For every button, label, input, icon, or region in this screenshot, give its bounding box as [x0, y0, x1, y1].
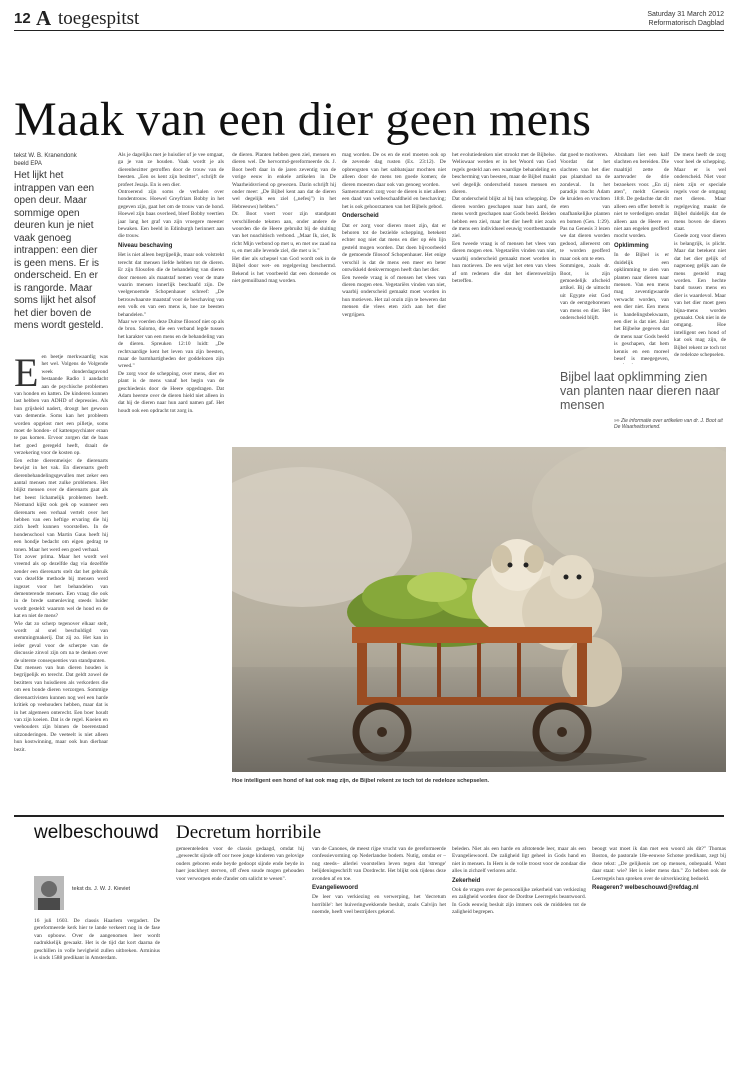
article-standfirst: Het lijkt het intrappen van een open deur. Maar sommige open deuren kun je niet vaak genoeg intrappen: een dier is geen mens. Er is onderscheid. En er is rangorde. Maar soms lijkt het alsof het dier boven de mens wordt gesteld. — [14, 170, 104, 331]
paragraph: de dieren. Planten hebben geen ziel, mensen en dieren wel. De hervormd-gereformeerde ds. J. Boot beeft daar in de jaren zeventig van de vorige eeuw in enkele artikelen in De Waarheidsvriend op gewezen. Darin schrijft hij onder meer: „De Bijbel kent aan dat de dieren wel degelijk een ziel („nefesj") in het Hebreeuws) hebben." — [232, 152, 336, 210]
paragraph: Dr. Boot voert voor zijn standpunt verschillende teksten aan, onder andere de woorden die de Heere gebruikt bij de sluiting van het noachitisch verbond. „Maar Ik, ziet, Ik richt Mijn verbond op met u, en met uw zaad na u, en met alle levende ziel, die met u is." — [232, 211, 336, 255]
paragraph: Tot zover prima. Maar het wordt wel vreemd als op dezelfde dag via dezelfde zender een dierenarts stelt dat het gebruik van dezelfde methode bij mensen werd ingezet voor het behandelen van dementerende mensen. Een vraag die ook in de brede samenleving steeds luider wordt gesteld: waarom wel de hond en de kat en niet de mens? — [14, 553, 108, 620]
paragraph: Voordat dat het slachten van het dier pas plaatshad na de zondeval. In het paradijs mocht Adam de kruiden en vruchten eten van onafhankelijke planten en bomen (Gen. 1:29). Pas na Genesis 3 lezen we dat dieren worden gedood, allereerst om te worden geofferd maar ook om te eten. — [560, 159, 610, 262]
subheading: Opklimming — [614, 242, 649, 249]
paragraph: In de Bijbel is er duidelijk een opklimming te zien van planten naar dieren naar mensen. Van een mens mag zeventigwaarde verwacht worden, van een dier niet. Een mens is handelingsbekwaam, een dier is dat niet. Juist het Bijbelse gegeven dat de mens naar Gods beeld is geschapen, dat hem kennis en een moreel besef is meegegeven, — [614, 252, 669, 362]
paragraph: Dat er zorg voor dieren moet zijn, dat er behoren tot de bezielde schepping, betekent echter nog niet dat mens en dier op één lijn gesteld mogen worden. Dat doen bijvoorbeeld de gemoende filosoof Schopenhauer. Het enige verschil is dat de mens een meer en beter ontwikkeld denkvermogen heeft dan het dier. — [342, 222, 446, 274]
brand-logo: A — [36, 6, 52, 30]
subheading: Zekerheid — [452, 877, 481, 884]
paragraph: Een echte dierenmeisje: de dierenarts bewijst in het vak. En dierenarts geeft dierenbehandelingsgevallen met zeker een aantal mensen met zulke problemen. Het blijkt mensen over de dierenarts gaat als het beest lichamelijk problemen heeft. Niemand kijkt ook gek op wanneer een dierenarts een verhaal vertelt over het hebben van een heftige ervaring die hij zich heeft kunnen voorstellen. In de hondenschool van Martin Gaus heeft hij een hondje bedacht om eigen gedrag te tonen. Maar het werd een goed verhaal. — [14, 457, 108, 553]
pull-quote: Bijbel laat opklimming zien van planten naar dieren naar mensen — [560, 370, 720, 412]
paragraph: De leer van verkiezing en verwerping, het 'decretum horribile': het huiveringwekkende besluit, zoals Calvijn het noemde, heeft veel bestrijders gekend. — [312, 894, 446, 916]
paragraph: 16 juli 1603. De classis Haarlem vergadert. De gereformeerde kerk hier te lande verkeert nog in de fase van opbouw. Over de aangenomen leer wordt nadrukkelijk gewaakt. Het is de tijd dat kort daarna de geschillen in volle hevigheid zullen uitbreken. Arminius is sinds 1588 predikant in Amsterdam. — [34, 918, 160, 962]
subheading: Evangeliewoord — [312, 885, 359, 892]
author-portrait — [34, 876, 64, 910]
column-text-3 — [312, 846, 446, 1058]
paragraph: beleden. Niet als een harde en afstotende leer, maar als een Evangeliewoord. De zaligheid ligt geheel in Gods hand en niet in mensen. In Hem is de volle troost voor de zondaar die alles in zichzelf verloren acht. — [452, 846, 586, 875]
paragraph: het evolutiedenken niet strookt met de Bijbelse. Weliswaar werden er in het Woord van God regels gesteld aan een waardige behandeling en bescherming van beesten, maar de Bijbel maakt wel degelijk onderscheid tussen mensen en dieren. — [452, 152, 556, 196]
column-text-4 — [452, 846, 586, 1058]
byline-author: tekst W. B. Kranendonk — [14, 153, 77, 159]
paragraph: De zorg voor de schepping, over mens, dier en plant is de mens vanaf het begin van de geschiedenis door de Heere opgedragen. Dat Adam heerste over de dieren hield niet alleen in dat hij de dieren naar hun aard namen gaf. Het houdt ook een opdracht tot zorg in. — [118, 370, 224, 414]
article-headline: Maak van een dier geen mens — [14, 93, 592, 146]
column-headline: Decretum horribile — [176, 822, 322, 843]
paragraph: Het is niet alleen begrijpelijk, maar ook volstrekt terecht dat mensen liefde hebben tot de dieren. Er zijn filosofen die de behandeling van dieren door mensen als maatstaf nemen voor de mate waarin mensen innerlijk beschaafd zijn. De veelgenoemde Schopenhauer schreef: „De betrouwbaarste maatstaf voor de beschaving van een volk en van een mens is, hoe ze beesten behandelen." — [118, 252, 224, 318]
paragraph: en beetje merkwaardig was het wel. Volgens de Volgende week donderdagavond bestaande Radio 1 aandacht aan de psychische problemen van honden en katten. De kinderen kunnen last hebben van ADHD of depressies. Als hun grijsheid nadert, droogt het gewoon van dementie. Soms kan het probleem worden opgelost met een pilletje, soms moet de honden- of kattenpsychiater eraan te pas komen. Ervoor zorgen dat de baas het goed geregeld heeft, draait de verzekering voor de kosten op. — [14, 354, 108, 457]
paragraph: Dat onderscheid blijkt al bij hun schepping. De dieren worden geschapen naar hun aard, de mens wordt geschapen naar Gods beeld. Beiden hebben een ziel, maar het dier heeft niet zoals de mens een individueel eeuwig voortbestaande ziel. — [452, 196, 556, 240]
article-column-6 — [560, 152, 610, 362]
paragraph: beoogt wat moet ik dan met een woord als dit?" Thomas Boston, de pastorale 18e-eeuwse Schotse predikant, zegt bij deze tekst: „De gelijkenis zet op mensen, onbepaald. Want daar staat: wie? Het is ieder mens dan." Zo hebben ook de Leerregels hun spreken over de uitverkiezing bedoeld. — [592, 846, 726, 882]
paragraph: Het dier als schepsel van God wordt ook in de Bijbel door wet- en regelgeving beschermd. Bekend is het voorbeeld dat een dorsende os niet gemuilband mag worden. — [232, 255, 336, 284]
subheading: Niveau beschaving — [118, 242, 173, 249]
portrait-icon — [34, 876, 64, 910]
paragraph: Goede zorg voor dieren is belangrijk, is plicht. Maar dat betekent niet dat het dier gelijk of nagenoeg gelijk aan de mens gesteld mag worden. Een hechte band tussen mens en dier is waardevol. Maar van het dier moet geen bijna-mens worden gemaakt. Ook niet in de omgang. Hoe intelligent een hond of kat ook mag zijn, de Bijbel rekent ze toch tot de redeloze schepselen. — [674, 233, 726, 358]
article-byline — [14, 152, 77, 168]
paragraph: gemeenteleden voor de classis gedaagd, omdat hij „geweecht sijnde off oor twee jonge kinderen van gelovige ouders geboren ende beyde gedoopt sijnde ende beyde in haer jonckheyt sterven, off d'een soude mogen gehouden voor verworpen ende d'ander om salicht te wesen". — [176, 846, 304, 882]
article-column-2 — [118, 152, 224, 809]
article-column-7 — [614, 152, 669, 364]
paragraph: Abraham liet een kalf slachten en bereiden. Die maaltijd zette de aartsvader de drie bezoekers voor. „En zij aten", meldt Genesis 18:8. De gedachte dat dit alleen een offer betreft is niet te verdedigen omdat alleen aan de Heere en niet aan engelen geofferd mocht worden. — [614, 152, 669, 240]
column-section-title: welbeschouwd — [34, 822, 159, 843]
photo-caption: Hoe intelligent een hond of kat ook mag zijn, de Bijbel rekent ze toch tot de redeloze schepselen. — [232, 778, 490, 784]
column-text-1 — [34, 918, 160, 1058]
top-rule — [14, 30, 724, 31]
paragraph: mag worden. De os en de ezel moeten ook op de zevende dag rusten (Ex. 23:12). De opbrengsten van het sabbatsjaar mochten niet alleen door de mens ten goede komen; de dieren moesten daar ook van genoeg worden. — [342, 152, 446, 188]
byline-photo: beeld EPA — [14, 161, 42, 167]
masthead — [14, 8, 724, 48]
page-number: 12 — [14, 10, 31, 27]
paragraph: De mens heeft de zorg voor heel de schepping. Maar er is wel onderscheid. Niet voor niets zijn er speciale regels voor de omgang met dieren. Maar regelgeving maakt de Bijbel duidelijk dat de mens boven de dieren staat. — [674, 152, 726, 233]
quote-source-note: »» Zie informatie over artikelen van dr. J. Boot uit De Waarheidsvriend. — [614, 418, 723, 430]
paper-name: Reformatorisch Dagblad — [648, 20, 724, 27]
paragraph: dat goed te motiveren. — [560, 152, 609, 158]
paragraph: Wie dat zo scherp tegenover elkaar stelt, wordt al snel beschuldigd van stemmingmakerij. Dat zij zo. Het kan in ieder geval voor de scherpte van de discussie zinvol zijn om na te denken over de uiterste consequenties van standpunten. — [14, 620, 108, 664]
paragraph: Sommigen, zoals dr. Boot, is zijn gemoedelijk afscheid artikel. Bij de uittocht uit Egypte eist God van de eerstgeborenen van mens en dier. Het onderscheid blijft. — [560, 263, 610, 321]
article-column-3 — [232, 152, 336, 440]
paragraph: van de Canones, de meest rijpe vrucht van de gereformeerde confessievorming op Nederlandse bodem. Nutig, omdat er –nog steeds– allerlei voorstellen leven tegen dat 'strenge' belijdenisgeschrift van Dordrecht. Het blijkt ook tijdens deze avonden af en toe. — [312, 846, 446, 882]
paragraph: Een tweede vraag is of mensen het vlees van dieren mogen eten. Vegetariërs vinden van niet, waarbij onderscheid gemaakt moet worden in hun motieven. Het zal onzin zijn te beweren dat mensen die vlees eten zich aan het dier vergrijpen. — [342, 274, 446, 318]
paragraph: Maar we voerden deze Duitse filosoof niet op als de bron. Salomo, die een verband legde tussen het karakter van een mens en de behandeling van de dieren. Spreuken 12:10 luidt: „De rechtvaardige kent het leven van zijn beesten, maar de barmhartigheden der goddelozen zijn wreed." — [118, 318, 224, 370]
paragraph: Dat mensen van hun dieren houden is begrijpelijk en terecht. Dat geldt zowel de bezitters van huisdieren als verkorders die om een bonde dieren verzorgen. Sommige dierenactivisten kunnen nog wel een harde kritiek op veehouders hebben, maar dat is in het algemeen onterecht. Een boer houdt van zijn koeien. Dat is de regel. Koeien en veehouders zijn binnen de boerenstand uitzonderingen. De veeteelt is niet alleen hun kostwinning, maar ook hun dierbaar bezit. — [14, 665, 108, 753]
dropcap: E — [14, 354, 39, 395]
dogs-in-cart-illustration — [232, 447, 726, 772]
paragraph: Ontroerend zijn soms de verhalen over hondentrouw. Hoewel Greyfriars Bobby in het gegeven zijn, gaat het om de trouw van de hond. Hoewel zijn baas overleed, bleef Bobby veertien jaar lang het graf van zijn vroegere meester bewaken. Een beeld in Edinburgh herinnert aan die trouw. — [118, 189, 224, 240]
date-text: Saturday 31 March 2012 — [647, 11, 724, 18]
paragraph: Samenvattend: zorg voor de dieren is niet alleen een daad van welbeschaafdheid en beschaving; het is ook gehoorzamen van het Bijbels gebod. — [342, 189, 446, 210]
column-text-5 — [592, 846, 726, 1058]
subheading: Onderscheid — [342, 213, 379, 220]
column-author: tekst ds. J. W. J. Kieviet — [72, 886, 131, 892]
paragraph: Ook de vragen over de persoonlijke zekerheid van verkiezing en zaligheid worden door de Dordtse Leerregels beantwoord. In Gods eeuwig besluit zijn immers ook de middelen tot de zaligheid begrepen. — [452, 887, 586, 916]
column-text-2 — [176, 846, 304, 1058]
paragraph: Als je dagelijks met je huisdier of je vee omgaat, ga je van ze houden. Vaak wordt je als dierenbezitter getroffen door de trouw van de beesten. „Een os kent zijn bezitter", schrijft de profeet Jesaja. En is een dier. — [118, 152, 224, 188]
date-line — [647, 10, 724, 28]
article-column-5 — [452, 152, 556, 440]
article-column-4 — [342, 152, 446, 440]
section-divider — [14, 815, 724, 817]
section-title: toegespitst — [58, 8, 140, 29]
article-column-1 — [14, 354, 108, 809]
article-photo — [232, 447, 726, 772]
paragraph: Een tweede vraag is of mensen het vlees van dieren mogen eten. Vegetariërs vinden van niet, waarbij onderscheid gemaakt moet worden in hun motieven. De een wijst het eten van vlees af om redenen die dat het dierenwelzijn betreffen. — [452, 240, 556, 284]
reply-email: Reageren? welbeschouwd@refdag.nl — [592, 885, 699, 892]
